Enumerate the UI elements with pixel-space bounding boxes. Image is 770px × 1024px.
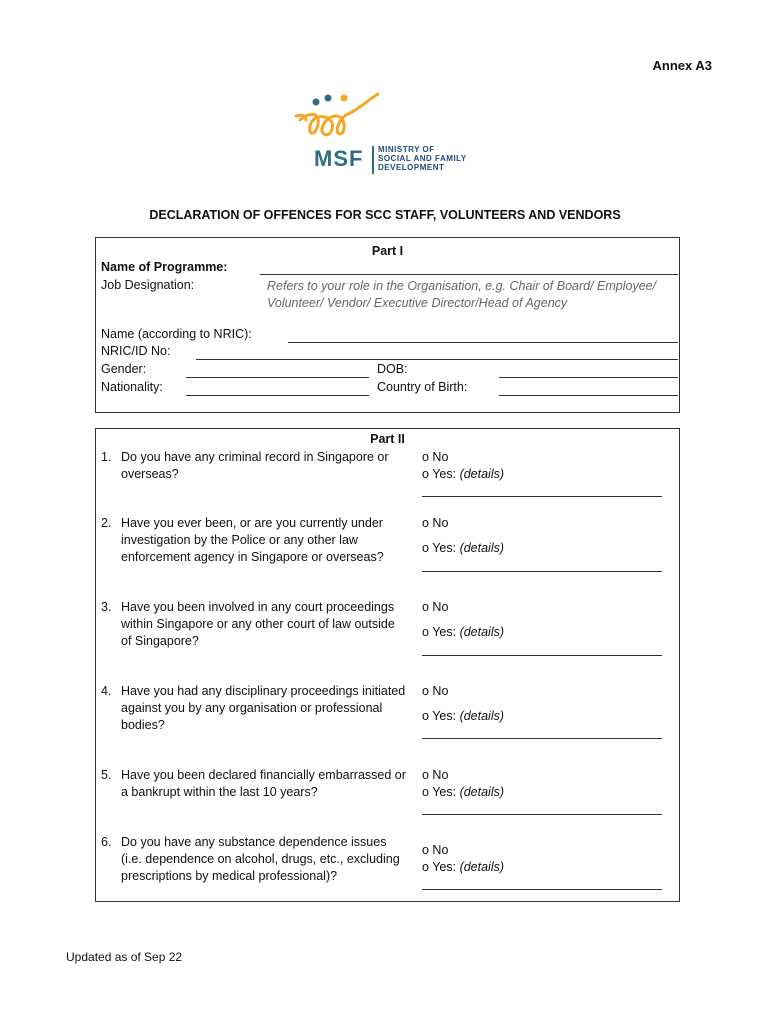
option-yes[interactable]: [422, 859, 504, 876]
details-field-2[interactable]: [422, 571, 662, 572]
details-label: (details): [459, 467, 505, 481]
question-number: 3.: [101, 600, 112, 614]
annex-label: Annex A3: [652, 58, 712, 73]
option-yes[interactable]: [422, 540, 504, 557]
details-field-5[interactable]: [422, 814, 662, 815]
programme-label: Name of Programme:: [101, 260, 228, 274]
question-text: Do you have any substance dependence issues (i.e. dependence on alcohol, drugs, etc., excluding prescriptions by medical professional)?: [121, 835, 400, 883]
yes-label: o Yes:: [422, 541, 457, 555]
dob-field[interactable]: [499, 377, 678, 378]
answer-6: [422, 842, 504, 876]
part-1-section: [95, 237, 680, 413]
question-text: Do you have any criminal record in Singapore or overseas?: [121, 450, 389, 481]
details-field-3[interactable]: [422, 655, 662, 656]
name-field[interactable]: [288, 342, 678, 343]
question-3: [101, 599, 406, 650]
job-hint-line-2: Volunteer/ Vendor/ Executive Director/Head of Agency: [267, 296, 568, 310]
yes-label: o Yes:: [422, 860, 457, 874]
question-number: 4.: [101, 684, 112, 698]
logo-line-3: DEVELOPMENT: [378, 163, 445, 172]
question-text: Have you had any disciplinary proceedings initiated against you by any organisation or professional bodies?: [121, 684, 406, 732]
logo-abbr: MSF: [314, 146, 364, 171]
name-label: Name (according to NRIC):: [101, 327, 252, 341]
gender-field[interactable]: [186, 377, 369, 378]
details-label: (details): [459, 625, 505, 639]
answer-4: [422, 683, 504, 725]
msf-logo: [290, 90, 490, 180]
country-of-birth-field[interactable]: [499, 395, 678, 396]
option-no[interactable]: o No: [422, 684, 449, 698]
details-label: (details): [459, 785, 505, 799]
question-number: 1.: [101, 450, 112, 464]
gender-label: Gender:: [101, 362, 147, 376]
option-yes[interactable]: [422, 708, 504, 725]
yes-label: o Yes:: [422, 467, 457, 481]
programme-field[interactable]: [260, 274, 678, 275]
dob-label: DOB:: [377, 362, 408, 376]
nationality-field[interactable]: [186, 395, 369, 396]
nric-label: NRIC/ID No:: [101, 344, 171, 358]
yes-label: o Yes:: [422, 785, 457, 799]
country-of-birth-label: Country of Birth:: [377, 380, 468, 394]
question-6: [101, 834, 406, 885]
details-label: (details): [459, 709, 505, 723]
option-yes[interactable]: [422, 466, 504, 483]
question-number: 6.: [101, 835, 112, 849]
details-field-1[interactable]: [422, 496, 662, 497]
question-4: [101, 683, 406, 734]
yes-label: o Yes:: [422, 625, 457, 639]
question-text: Have you been involved in any court proceedings within Singapore or any other court of law outside of Singapore?: [121, 600, 395, 648]
footer-updated-date: Updated as of Sep 22: [66, 950, 183, 964]
option-no[interactable]: o No: [422, 600, 449, 614]
question-1: [101, 449, 406, 483]
part-2-heading: Part II: [370, 432, 405, 446]
logo-line-2: SOCIAL AND FAMILY: [378, 154, 467, 163]
logo-divider: [372, 146, 374, 174]
answer-1: [422, 449, 504, 483]
option-yes[interactable]: [422, 624, 504, 641]
question-text: Have you ever been, or are you currently under investigation by the Police or any other law enforcement agency in Singapore or overseas?: [121, 516, 384, 564]
answer-5: [422, 767, 504, 801]
logo-line-1: MINISTRY OF: [378, 145, 435, 154]
document-title: DECLARATION OF OFFENCES FOR SCC STAFF, VOLUNTEERS AND VENDORS: [149, 208, 621, 222]
details-label: (details): [459, 541, 505, 555]
job-designation-hint: [267, 278, 656, 312]
part-1-heading: Part I: [371, 244, 404, 258]
details-label: (details): [459, 860, 505, 874]
question-text: Have you been declared financially embarrassed or a bankrupt within the last 10 years?: [121, 768, 406, 799]
part-2-section: [95, 428, 680, 902]
nric-field[interactable]: [196, 359, 678, 360]
question-5: [101, 767, 406, 801]
option-no[interactable]: o No: [422, 516, 449, 530]
details-field-4[interactable]: [422, 738, 662, 739]
answer-3: [422, 599, 504, 641]
job-hint-line-1: Refers to your role in the Organisation, e.g. Chair of Board/ Employee/: [267, 279, 657, 293]
yes-label: o Yes:: [422, 709, 457, 723]
details-field-6[interactable]: [422, 889, 662, 890]
question-number: 2.: [101, 516, 112, 530]
option-no[interactable]: o No: [422, 843, 449, 857]
question-number: 5.: [101, 768, 112, 782]
option-no[interactable]: o No: [422, 768, 449, 782]
option-yes[interactable]: [422, 784, 504, 801]
answer-2: [422, 515, 504, 557]
option-no[interactable]: o No: [422, 450, 449, 464]
logo-text: [378, 145, 467, 172]
question-2: [101, 515, 406, 566]
job-designation-label: Job Designation:: [101, 278, 195, 292]
nationality-label: Nationality:: [101, 380, 163, 394]
